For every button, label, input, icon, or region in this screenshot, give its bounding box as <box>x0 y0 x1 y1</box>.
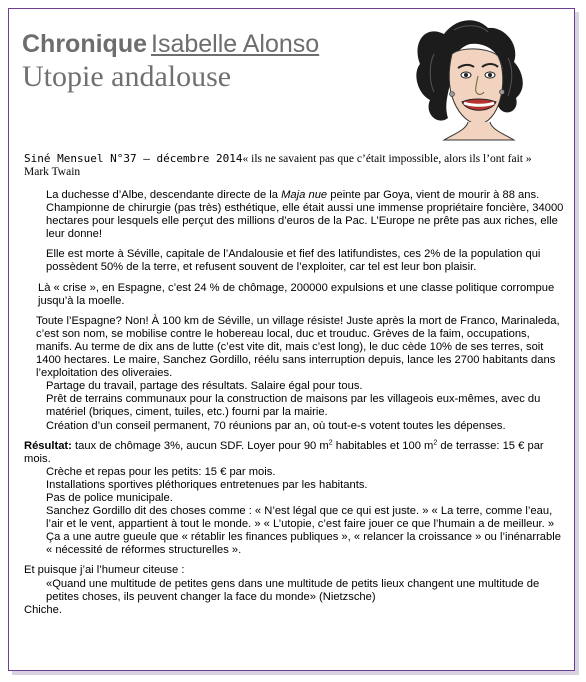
epigraph-quote: « ils ne savaient pas que c’était impossible, alors ils l’ont fait » <box>242 153 532 165</box>
artwork-title: Maja nue <box>281 189 328 201</box>
superscript: 2 <box>328 438 333 446</box>
paragraph: Partage du travail, partage des résultats. Salaire égal pour tous. <box>46 380 363 393</box>
closing-quote: «Quand une multitude de petites gens dans une multitude de petits lieux changent une multitude de petites choses, ils peuvent changer la face du monde» (Nietzsche) <box>46 577 540 603</box>
paragraph-text: de terrasse: 15 € par mois. <box>24 439 544 465</box>
article-header <box>22 30 319 94</box>
paragraph: Toute l’Espagne? Non! À 100 km de Séville, un village résiste! Juste après la mort de Franco, Marinaleda, c’est son nom, se mobilise contre le hobereau local, duc et trouduc. Grèves de la faim, occupations, manifs. Au terme de dix ans de lutte (c’est vite dit, mais c’est long), le duc cède 10% de ses terres, soit 1400 hectares. Le maire, Sanchez Gordillo, réélu sans interruption depuis, lance les 2700 habitants dans l’exploitation des oliveraies. <box>36 314 560 380</box>
paragraph: Là « crise », en Espagne, c’est 24 % de chômage, 200000 expulsions et une classe politique corrompue jusqu’à la moelle. <box>38 281 555 307</box>
paragraph: Pas de police municipale. <box>46 491 173 504</box>
kicker-label: Chronique <box>22 30 147 58</box>
paragraph: Création d’un conseil permanent, 70 réunions par an, où tout-e-s votent toutes les dépenses. <box>46 419 506 432</box>
paragraph: Prêt de terrains communaux pour la construction de maisons par les villageois eux-mêmes, avec du matériel (briques, ciment, tuiles, etc.) fourni par la mairie. <box>46 393 541 419</box>
paragraph-text: habitables et 100 m <box>332 439 434 452</box>
source-line <box>24 152 564 179</box>
closing-word: Chiche. <box>24 603 62 616</box>
result-paragraph <box>24 440 564 466</box>
paragraph <box>24 189 564 241</box>
author-link[interactable]: Isabelle Alonso <box>151 30 320 58</box>
paragraph: Elle est morte à Séville, capitale de l’Andalousie et fief des latifundistes, ces 2% de la population qui possèdent 50% de la terre, et refusent souvent de l’exploiter, car tel est leur bon plaisir. <box>46 248 541 274</box>
paragraph: Sanchez Gordillo dit des choses comme : « N’est légal que ce qui est juste. » « La terre, comme l’eau, l’air et le vent, appartient à tout le monde. » « L’utopie, c’est faire jouer ce que l’humain a de meilleur. » <box>46 505 555 531</box>
paragraph-text: La duchesse d’Albe, descendante directe de la <box>46 189 282 201</box>
superscript: 2 <box>433 438 438 446</box>
paragraph: Installations sportives pléthoriques entretenues par les habitants. <box>46 478 368 491</box>
author-caricature <box>404 14 530 142</box>
paragraph: Et puisque j’ai l’humeur citeuse : <box>24 564 185 577</box>
article-title: Utopie andalouse <box>22 60 232 93</box>
column-kicker <box>22 30 319 58</box>
publication: Siné Mensuel N°37 – décembre 2014 <box>24 152 243 165</box>
paragraph-text: peinte par Goya, vient de mourir à 88 ans. Championne de chirurgie (pas très) esthétique, elle était aussi une immense propriétaire foncière, 34000 hectares pour lesquels elle perçut des millions d’euros de la Pac. L’Europe ne prête pas aux riches, elle leur donne! <box>46 189 564 241</box>
paragraph-text: taux de chômage 3%, aucun SDF. Loyer pour 90 m <box>71 439 329 452</box>
article-body <box>24 189 564 617</box>
epigraph-author: Mark Twain <box>24 166 81 178</box>
paragraph: Crèche et repas pour les petits: 15 € par mois. <box>46 465 276 478</box>
result-label: Résultat: <box>24 439 72 452</box>
paragraph: Ça a une autre gueule que « rétablir les finances publiques », « relancer la croissance » ou l’inénarrable « nécessité de réformes structurelles ». <box>46 531 561 557</box>
